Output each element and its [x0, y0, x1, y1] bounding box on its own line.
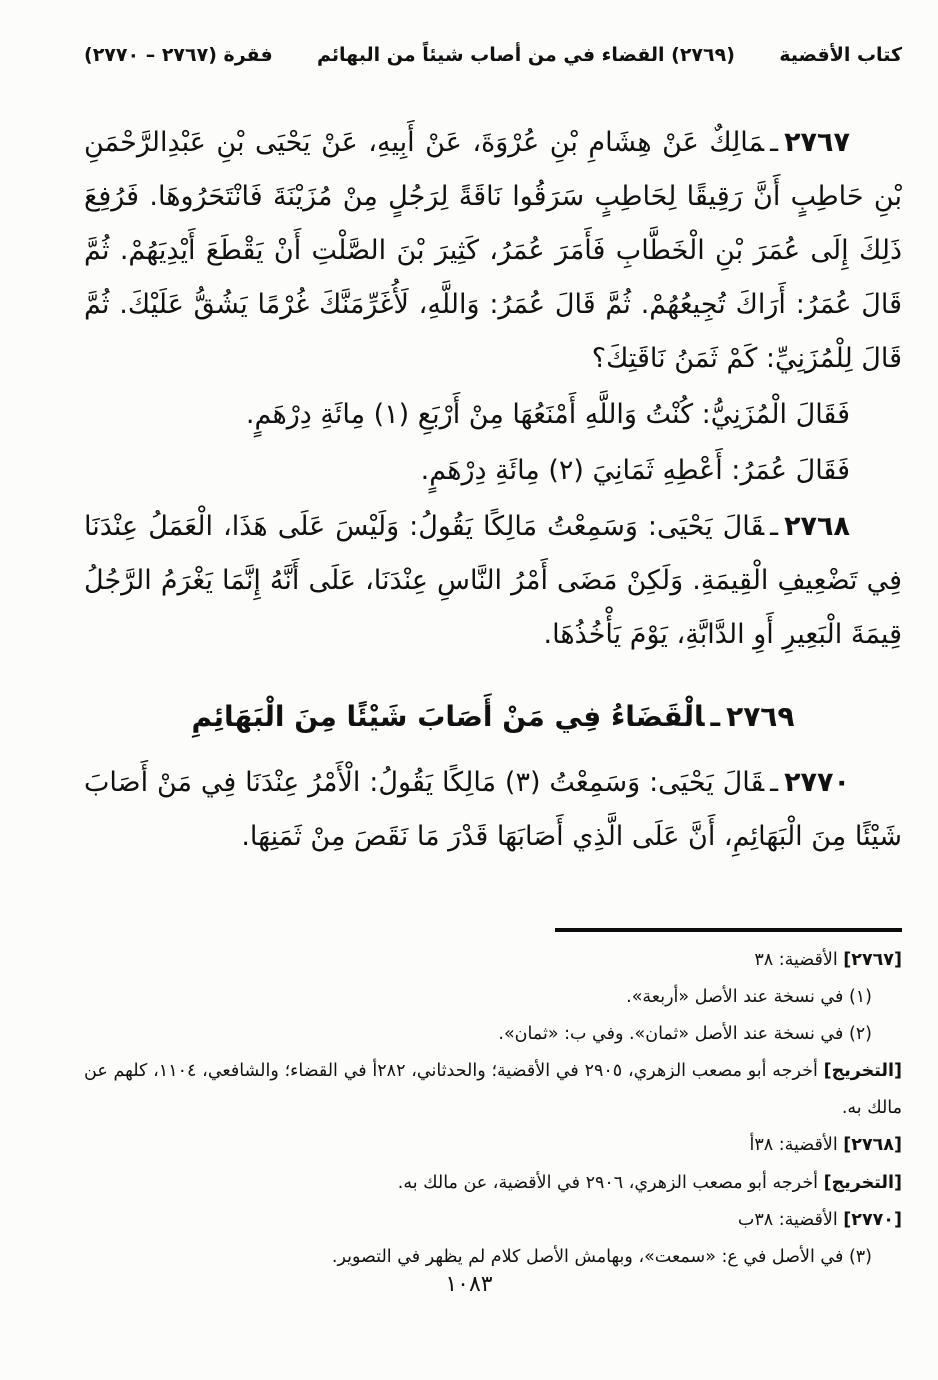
section-title: الْقَضَاءُ فِي مَنْ أَصَابَ شَيْئًا مِنَ الْبَهَائِمِ [191, 700, 705, 733]
number-dash: ـ [770, 511, 779, 542]
footnote-label: [التخريج] [823, 1061, 902, 1082]
hadith-text: قَالَ يَحْيَى: وَسَمِعْتُ (٣) مَالِكًا يَقُولُ: الْأَمْرُ عِنْدَنَا فِي مَنْ أَصَابَ شَيْئًا مِنَ الْبَهَائِمِ، أَنَّ عَلَى الَّذِي أَصَابَهَا قَدْرَ مَا نَقَصَ مِنْ ثَمَنِهَا. [84, 767, 902, 853]
page-header [84, 44, 902, 66]
header-range-numbers: (٢٧٦٧ – ٢٧٧٠) [84, 44, 217, 66]
hadith-number: ٢٧٧٠ [784, 767, 850, 799]
footnote-label: (٣) [848, 1246, 872, 1267]
footnote-text: الأقضية: ٣٨ب [737, 1209, 838, 1230]
hadith-text: مَالِكٌ عَنْ هِشَامِ بْنِ عُرْوَةَ، عَنْ أَبِيهِ، عَنْ يَحْيَى بْنِ عَبْدِالرَّحْمَنِ بْنِ حَاطِبٍ أَنَّ رَقِيقًا لِحَاطِبٍ سَرَقُوا نَاقَةً لِرَجُلٍ مِنْ مُزَيْنَةَ فَانْتَحَرُوهَا. فَرُفِعَ ذَلِكَ إِلَى عُمَرَ بْنِ الْخَطَّابِ فَأَمَرَ عُمَرُ، كَثِيرَ بْنَ الصَّلْتِ أَنْ يَقْطَعَ أَيْدِيَهُمْ. ثُمَّ قَالَ عُمَرُ: أَرَاكَ تُجِيعُهُمْ. ثُمَّ قَالَ عُمَرُ: وَاللَّهِ، لَأُغَرِّمَنَّكَ غُرْمًا يَشُقُّ عَلَيْكَ. ثُمَّ قَالَ لِلْمُزَنِيِّ: كَمْ ثَمَنُ نَاقَتِكَ؟ [84, 127, 902, 374]
footnote-variant-2 [84, 1016, 902, 1053]
footnote-text: أخرجه أبو مصعب الزهري، ٢٩٠٥ في الأقضية؛ والحدثاني، ٢٨٢أ في القضاء؛ والشافعي، ١١٠٤، كلهم عن مالك به. [84, 1061, 902, 1119]
footnote-ref-2767 [84, 942, 902, 979]
footnote-text: في نسخة عند الأصل «أربعة». [626, 987, 844, 1008]
footnote-variant-1 [84, 979, 902, 1016]
footnote-label: [٢٧٦٧] [843, 950, 902, 970]
number-dash: ـ [770, 127, 779, 158]
footnote-label: (١) [848, 987, 872, 1008]
quote-text: فَقَالَ عُمَرُ: أَعْطِهِ ثَمَانِيَ (٢) مِائَةِ دِرْهَمٍ. [420, 455, 850, 486]
header-chapter-title: (٢٧٦٩) القضاء في من أصاب شيئاً من البهائم [317, 44, 735, 66]
footnote-label: [٢٧٧٠] [843, 1209, 902, 1230]
footnote-text: الأقضية: ٣٨أ [749, 1135, 838, 1156]
footnote-label: [التخريج] [823, 1172, 902, 1193]
header-book-title: كتاب الأقضية [779, 44, 902, 66]
footnote-ref-2770 [84, 1202, 902, 1239]
section-heading-2769 [84, 692, 902, 742]
footnote-text: الأقضية: ٣٨ [754, 950, 838, 970]
footnote-separator-rule [555, 928, 902, 932]
number-dash: ـ [710, 700, 721, 733]
header-paragraph-range [84, 44, 273, 66]
hadith-paragraph-2770 [84, 756, 902, 864]
quote-line-umar [84, 444, 902, 498]
footnote-text: في نسخة عند الأصل «ثمان». وفي ب: «ثمان». [498, 1024, 844, 1045]
footnote-variant-3 [84, 1239, 902, 1276]
hadith-number: ٢٧٦٧ [784, 127, 850, 158]
quote-line-muzani [84, 388, 902, 442]
footnote-text: أخرجه أبو مصعب الزهري، ٢٩٠٦ في الأقضية، عن مالك به. [397, 1172, 819, 1193]
quote-text: فَقَالَ الْمُزَنِيُّ: كُنْتُ وَاللَّهِ أَمْنَعُهَا مِنْ أَرْبَعِ (١) مِائَةِ دِرْهَمٍ. [245, 399, 850, 430]
hadith-number: ٢٧٦٨ [784, 511, 850, 542]
hadith-paragraph-2767 [84, 116, 902, 386]
number-dash: ـ [770, 767, 779, 799]
footnotes-section [84, 928, 902, 1276]
footnote-text: في الأصل في ع: «سمعت»، وبهامش الأصل كلام لم يظهر في التصوير. [331, 1246, 844, 1267]
footnote-ref-2768 [84, 1127, 902, 1164]
page-number: ١٠٨٣ [445, 1272, 493, 1297]
footnote-takhrij-2767 [84, 1053, 902, 1127]
main-text [84, 116, 902, 866]
hadith-paragraph-2768 [84, 500, 902, 662]
section-number: ٢٧٦٩ [726, 700, 795, 733]
footnote-label: (٢) [848, 1024, 872, 1045]
hadith-text: قَالَ يَحْيَى: وَسَمِعْتُ مَالِكًا يَقُولُ: وَلَيْسَ عَلَى هَذَا، الْعَمَلُ عِنْدَنَا فِي تَضْعِيفِ الْقِيمَةِ. وَلَكِنْ مَضَى أَمْرُ النَّاسِ عِنْدَنَا، عَلَى أَنَّهُ إِنَّمَا يَغْرَمُ الرَّجُلُ قِيمَةَ الْبَعِيرِ أَوِ الدَّابَّةِ، يَوْمَ يَأْخُذُهَا. [84, 511, 902, 650]
header-paragraph-word: فقرة [223, 44, 273, 66]
footnote-takhrij-2768 [84, 1165, 902, 1202]
footnote-label: [٢٧٦٨] [843, 1135, 902, 1156]
